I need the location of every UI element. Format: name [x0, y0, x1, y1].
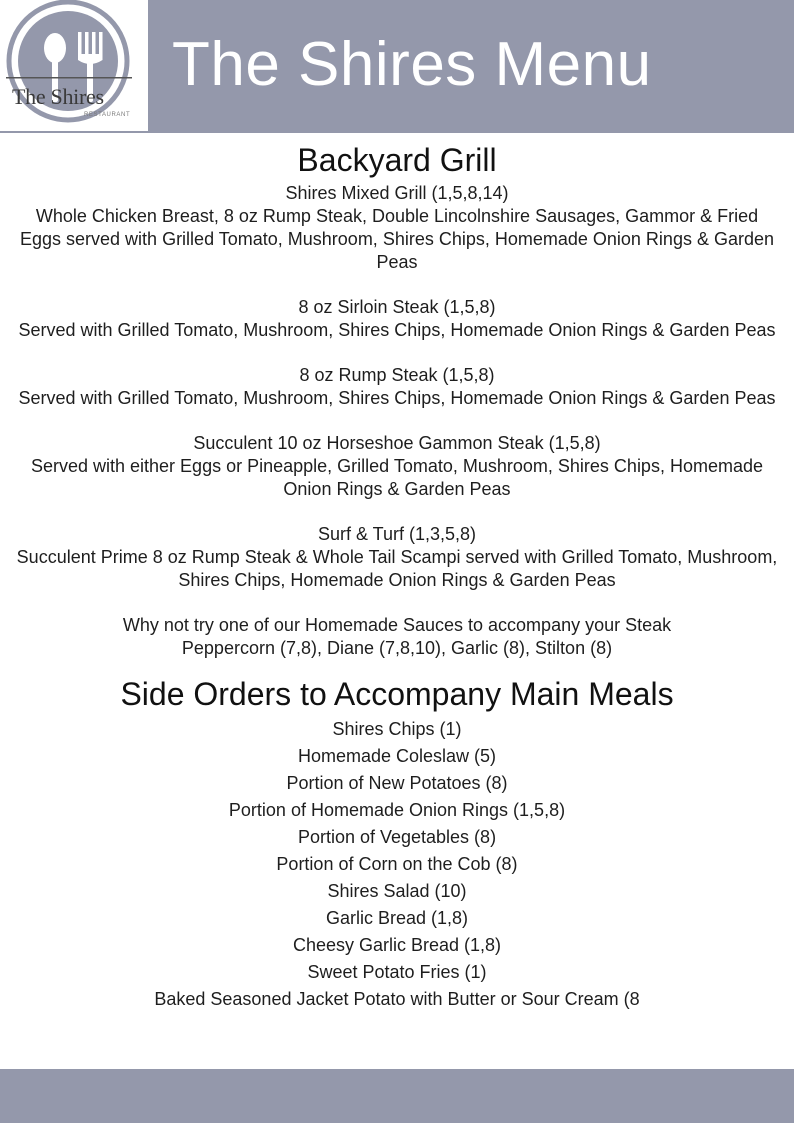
list-item: Shires Chips (1): [332, 719, 462, 739]
menu-content: [0, 138, 794, 1013]
list-item: Portion of Corn on the Cob (8): [276, 854, 518, 874]
side-orders-list: [0, 716, 794, 1013]
item-description: Served with Grilled Tomato, Mushroom, Shires Chips, Homemade Onion Rings & Garden Peas: [18, 388, 776, 408]
logo-subtitle: RESTAURANT: [84, 112, 131, 118]
item-name: 8 oz Sirloin Steak (1,5,8): [298, 297, 496, 317]
page-title: The Shires Menu: [172, 30, 652, 99]
logo-name: The Shires: [12, 84, 104, 109]
list-item: Portion of Vegetables (8): [297, 827, 497, 847]
header-banner: [0, 0, 794, 133]
item-description: Served with either Eggs or Pineapple, Grilled Tomato, Mushroom, Shires Chips, Homemade Onion Rings & Garden Peas: [30, 456, 763, 499]
list-item: Baked Seasoned Jacket Potato with Butter or Sour Cream (8: [154, 989, 640, 1009]
list-item: Homemade Coleslaw (5): [297, 746, 497, 766]
sauces-intro: Why not try one of our Homemade Sauces to accompany your Steak: [122, 615, 672, 635]
sauces-list: Peppercorn (7,8), Diane (7,8,10), Garlic (8), Stilton (8): [181, 638, 613, 658]
list-item: Cheesy Garlic Bread (1,8): [292, 935, 502, 955]
menu-item: [0, 432, 794, 501]
restaurant-logo: [0, 0, 148, 131]
list-item: Portion of Homemade Onion Rings (1,5,8): [228, 800, 566, 820]
item-name: 8 oz Rump Steak (1,5,8): [299, 365, 495, 385]
menu-item: [0, 296, 794, 342]
menu-item: [0, 182, 794, 274]
section-title-side-orders: Side Orders to Accompany Main Meals: [120, 676, 674, 712]
item-name: Surf & Turf (1,3,5,8): [317, 524, 477, 544]
menu-item: [0, 364, 794, 410]
menu-item: [0, 523, 794, 592]
item-description: Served with Grilled Tomato, Mushroom, Shires Chips, Homemade Onion Rings & Garden Peas: [18, 320, 776, 340]
item-description: Whole Chicken Breast, 8 oz Rump Steak, Double Lincolnshire Sausages, Gammor & Fried Eggs served with Grilled Tomato, Mushroom, Shires Chips, Homemade Onion Rings & Garden Peas: [20, 206, 774, 272]
footer-banner: [0, 1069, 794, 1123]
section-title-backyard-grill: Backyard Grill: [297, 142, 497, 178]
item-name: Shires Mixed Grill (1,5,8,14): [285, 183, 509, 203]
list-item: Portion of New Potatoes (8): [286, 773, 508, 793]
list-item: Sweet Potato Fries (1): [307, 962, 487, 982]
item-name: Succulent 10 oz Horseshoe Gammon Steak (1,5,8): [193, 433, 601, 453]
list-item: Garlic Bread (1,8): [325, 908, 469, 928]
item-description: Succulent Prime 8 oz Rump Steak & Whole Tail Scampi served with Grilled Tomato, Mushroom, Shires Chips, Homemade Onion Rings & Garden Peas: [16, 547, 778, 590]
list-item: Shires Salad (10): [327, 881, 467, 901]
